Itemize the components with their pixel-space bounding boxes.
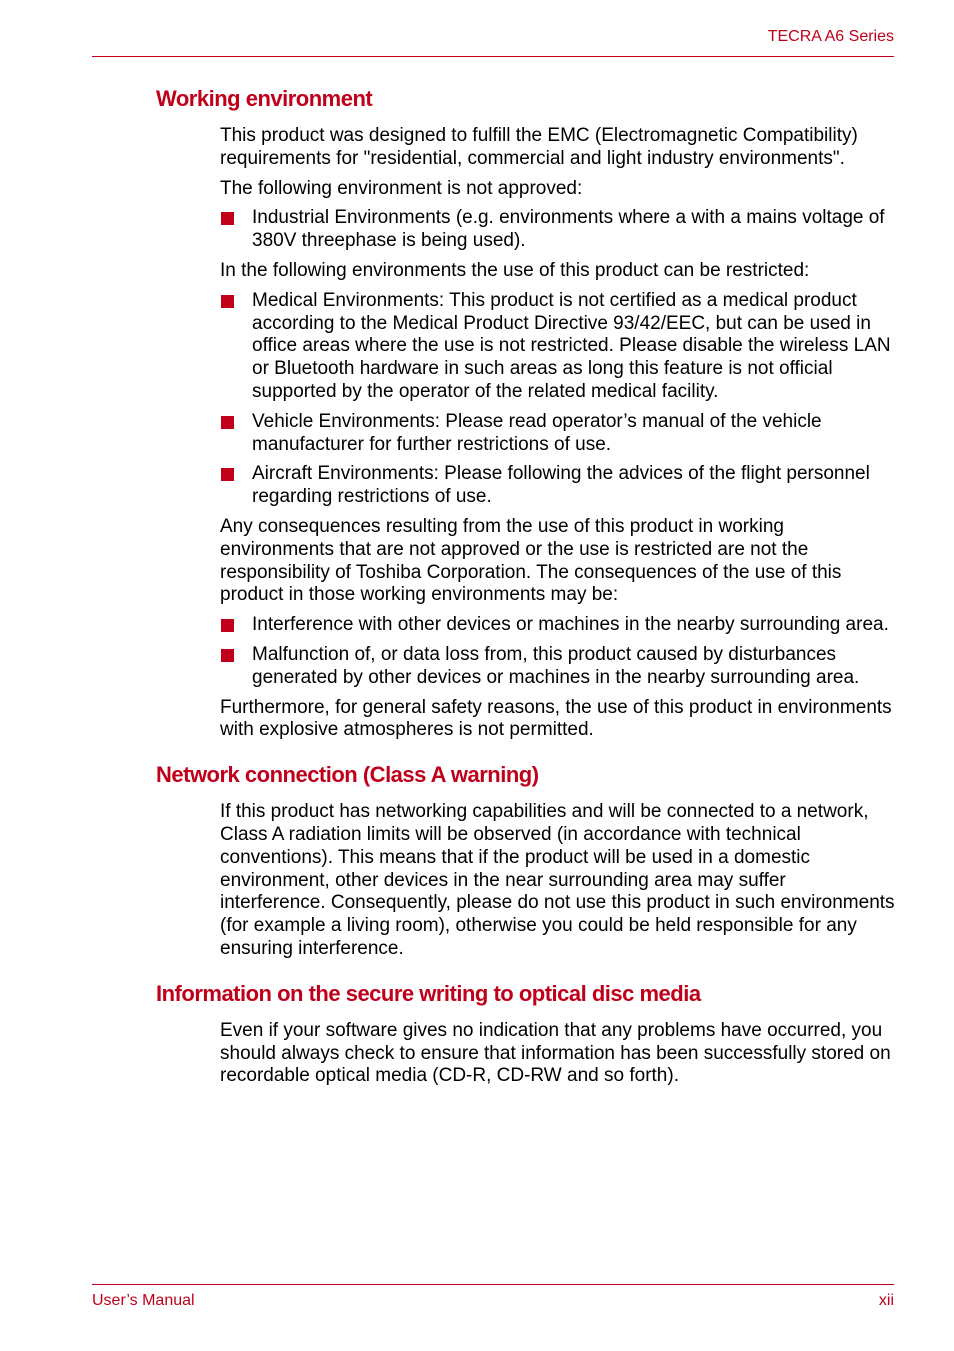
list-item-text: Aircraft Environments: Please following the advices of the flight personnel regarding restrictions of use.: [252, 463, 870, 508]
list-item-text: Interference with other devices or machines in the nearby surrounding area.: [252, 614, 889, 636]
paragraph: Any consequences resulting from the use of this product in working environments that are not approved or the use is restricted are not the responsibility of Toshiba Corporation. The consequences of the use of this product in those working environments may be:: [220, 515, 842, 606]
list-item: [252, 411, 892, 457]
square-bullet-icon: [221, 295, 234, 308]
footer-divider: [92, 1284, 894, 1285]
list-item-text: Malfunction of, or data loss from, this product caused by disturbances generated by other devices or machines in the nearby surrounding area.: [252, 643, 860, 688]
footer-manual-title: User’s Manual: [92, 1292, 195, 1309]
list-item-text: Medical Environments: This product is not certified as a medical product according to the Medical Product Directive 93/42/EEC, but can be used in office areas where the use is not restricted. Please disable the wireless LAN or Bluetooth hardware in such areas as long this feature is not official supported by the operator of the related medical facility.: [252, 289, 891, 402]
list-item: [252, 614, 892, 637]
square-bullet-icon: [221, 649, 234, 662]
section-heading: Network connection (Class A warning): [156, 762, 539, 788]
paragraph: Even if your software gives no indication that any problems have occurred, you should always check to ensure that information has been successfully stored on recordable optical media (CD-R, CD-RW and so forth).: [220, 1019, 891, 1087]
section-heading: Working environment: [156, 86, 373, 111]
list-item-text: Vehicle Environments: Please read operator’s manual of the vehicle manufacturer for further restrictions of use.: [252, 410, 822, 455]
section-network-connection: [0, 760, 954, 961]
paragraph: This product was designed to fulfill the EMC (Electromagnetic Compatibility) requirements for "residential, commercial and light industry environments".: [220, 125, 858, 169]
bullet-list: [0, 290, 954, 509]
list-item: [252, 207, 892, 253]
running-header: TECRA A6 Series: [767, 28, 894, 45]
section-working-environment: [0, 84, 954, 742]
list-item: [252, 644, 892, 690]
square-bullet-icon: [221, 468, 234, 481]
paragraph: In the following environments the use of this product can be restricted:: [220, 259, 810, 281]
paragraph: If this product has networking capabilities and will be connected to a network, Class A radiation limits will be observed (in accordance with technical conventions). This means that if the product will be used in a domestic environment, other devices in the near surrounding area may suffer interference. Consequently, please do not use this product in such environments (for example a living room), otherwise you could be held responsible for any ensuring interference.: [220, 801, 895, 959]
header-divider: [92, 56, 894, 57]
square-bullet-icon: [221, 212, 234, 225]
list-item: [252, 290, 892, 404]
paragraph: Furthermore, for general safety reasons, the use of this product in environments with explosive atmospheres is not permitted.: [220, 696, 892, 741]
bullet-list: [0, 207, 954, 253]
page-number: xii: [878, 1292, 894, 1309]
page-content: [0, 84, 954, 1106]
list-item: [252, 463, 892, 509]
bullet-list: [0, 614, 954, 689]
section-heading: Information on the secure writing to optical disc media: [156, 980, 701, 1006]
square-bullet-icon: [221, 619, 234, 632]
section-optical-disc-writing: [0, 979, 954, 1088]
paragraph: The following environment is not approved:: [220, 177, 583, 199]
list-item-text: Industrial Environments (e.g. environments where a with a mains voltage of 380V threephase is being used).: [252, 207, 885, 252]
square-bullet-icon: [221, 416, 234, 429]
